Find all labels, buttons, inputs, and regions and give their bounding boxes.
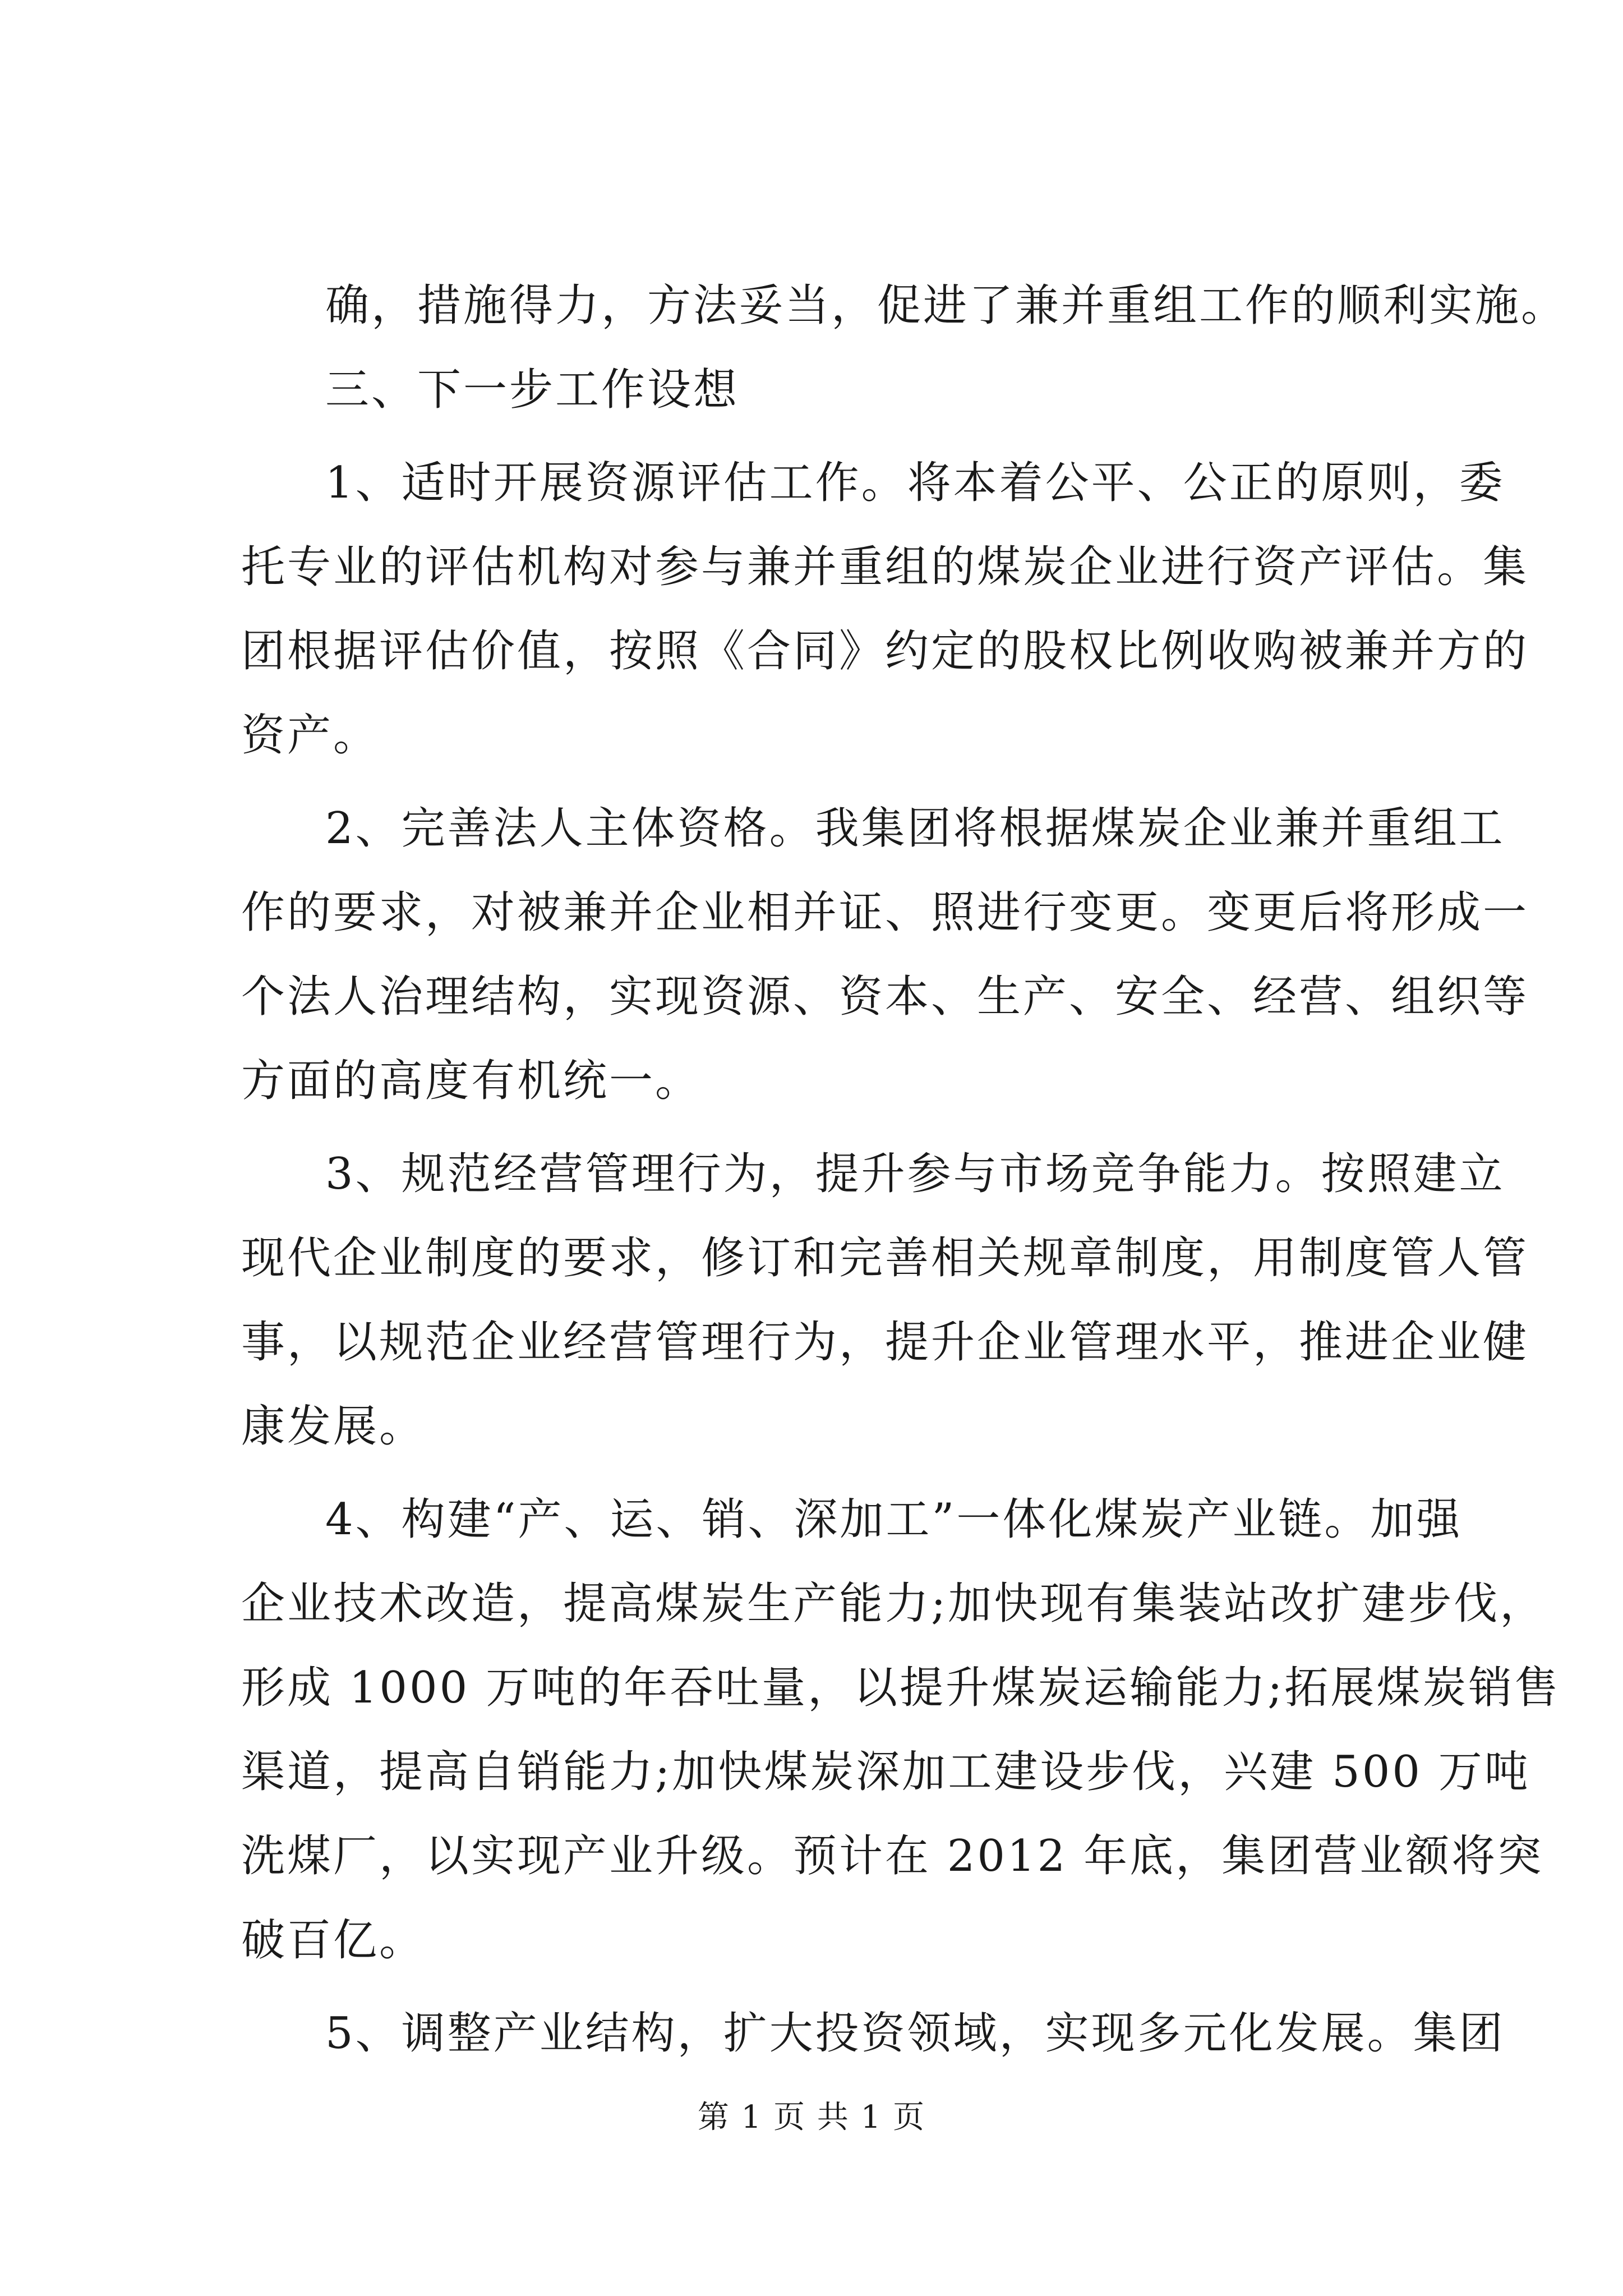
paragraph-line: 现代企业制度的要求，修订和完善相关规章制度，用制度管人管 bbox=[241, 1233, 1529, 1283]
paragraph-line: 3、规范经营管理行为，提升参与市场竞争能力。按照建立 bbox=[325, 1149, 1505, 1199]
paragraph-line: 4、构建“产、运、销、深加工”一体化煤炭产业链。加强 bbox=[325, 1494, 1463, 1545]
paragraph-line: 方面的高度有机统一。 bbox=[241, 1056, 702, 1106]
paragraph-line: 洗煤厂，以实现产业升级。预计在 2012 年底，集团营业额将突 bbox=[241, 1831, 1544, 1881]
paragraph-line: 1、适时开展资源评估工作。将本着公平、公正的原则，委 bbox=[325, 458, 1505, 508]
paragraph-line: 企业技术改造，提高煤炭生产能力;加快现有集装站改扩建步伐， bbox=[241, 1579, 1546, 1629]
paragraph-line: 破百亿。 bbox=[241, 1915, 426, 1966]
paragraph-line: 5、调整产业结构，扩大投资领域，实现多元化发展。集团 bbox=[325, 2008, 1505, 2059]
paragraph-line: 形成 1000 万吨的年吞吐量，以提升煤炭运输能力;拓展煤炭销售 bbox=[241, 1663, 1561, 1713]
paragraph-line: 渠道，提高自销能力;加快煤炭深加工建设步伐，兴建 500 万吨 bbox=[241, 1747, 1530, 1797]
paragraph-line: 事，以规范企业经营管理行为，提升企业管理水平，推进企业健 bbox=[241, 1317, 1529, 1368]
document-body bbox=[241, 264, 1567, 2076]
page-number-label: 第 1 页 共 1 页 bbox=[697, 2099, 926, 2136]
paragraph-line: 个法人治理结构，实现资源、资本、生产、安全、经营、组织等 bbox=[241, 972, 1529, 1022]
paragraph-line: 作的要求，对被兼并企业相并证、照进行变更。变更后将形成一 bbox=[241, 887, 1529, 938]
paragraph-line: 团根据评估价值，按照《合同》约定的股权比例收购被兼并方的 bbox=[241, 626, 1529, 677]
paragraph-line: 2、完善法人主体资格。我集团将根据煤炭企业兼并重组工 bbox=[325, 803, 1505, 854]
paragraph-line: 资产。 bbox=[241, 710, 380, 761]
paragraph-line: 确，措施得力，方法妥当，促进了兼并重组工作的顺利实施。 bbox=[325, 280, 1567, 331]
paragraph-line: 康发展。 bbox=[241, 1401, 426, 1452]
section-heading: 三、下一步工作设想 bbox=[325, 365, 740, 415]
page-footer bbox=[0, 2098, 1623, 2137]
paragraph-line: 托专业的评估机构对参与兼并重组的煤炭企业进行资产评估。集 bbox=[241, 542, 1529, 592]
